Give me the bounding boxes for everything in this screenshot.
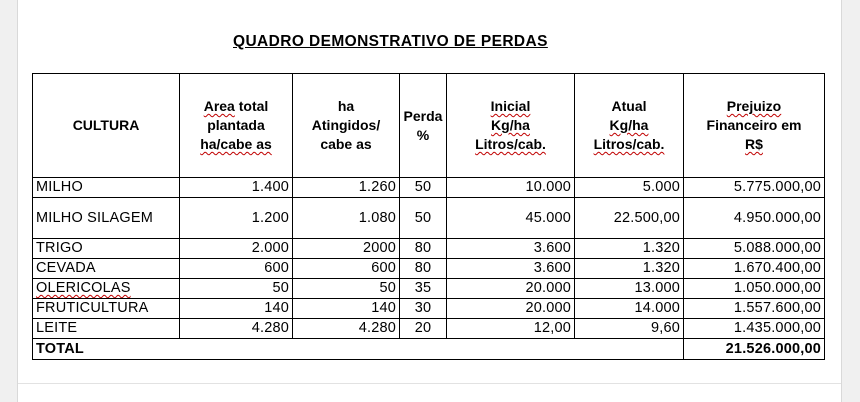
cell-cultura: LEITE xyxy=(33,319,180,339)
cell-cultura xyxy=(33,279,180,299)
header-row xyxy=(33,74,825,178)
header-prejuizo-financeiro: Financeiro em xyxy=(706,117,802,133)
cell-atingidos: 4.280 xyxy=(293,319,400,339)
header-inicial-kg: Kg/ha xyxy=(491,117,530,133)
cell-cultura: CEVADA xyxy=(33,259,180,279)
header-atual-litros: Litros/cab. xyxy=(593,136,665,152)
header-perda xyxy=(400,74,447,178)
header-area-total: total xyxy=(234,98,269,114)
page-edge xyxy=(18,383,841,384)
cell-area: 600 xyxy=(180,259,293,279)
cell-atual: 14.000 xyxy=(575,299,684,319)
cell-prejuizo: 1.050.000,00 xyxy=(684,279,825,299)
cell-cultura: MILHO SILAGEM xyxy=(33,198,180,239)
header-prejuizo xyxy=(684,74,825,178)
cell-prejuizo: 1.670.400,00 xyxy=(684,259,825,279)
cell-area: 4.280 xyxy=(180,319,293,339)
cell-perda: 35 xyxy=(400,279,447,299)
cell-perda: 80 xyxy=(400,239,447,259)
cell-prejuizo: 1.435.000,00 xyxy=(684,319,825,339)
cell-perda: 20 xyxy=(400,319,447,339)
document-page xyxy=(18,0,841,402)
header-atual xyxy=(575,74,684,178)
cell-perda: 50 xyxy=(400,178,447,198)
cell-atingidos: 50 xyxy=(293,279,400,299)
cell-cultura: FRUTICULTURA xyxy=(33,299,180,319)
header-inicial xyxy=(447,74,575,178)
total-prejuizo: 21.526.000,00 xyxy=(684,339,825,360)
table-row xyxy=(33,279,825,299)
header-inicial-litros: Litros/cab. xyxy=(475,136,546,152)
header-prejuizo-word: Prejuizo xyxy=(726,98,782,114)
cell-area: 50 xyxy=(180,279,293,299)
cell-area: 1.200 xyxy=(180,198,293,239)
right-gutter xyxy=(841,0,860,402)
cell-perda: 80 xyxy=(400,259,447,279)
cell-atingidos: 1.260 xyxy=(293,178,400,198)
total-row xyxy=(33,339,825,360)
header-atingidos-word: Atingidos/ xyxy=(311,117,381,133)
table-row xyxy=(33,198,825,239)
cell-cultura: MILHO xyxy=(33,178,180,198)
cell-cultura-text: OLERICOLAS xyxy=(36,280,131,296)
losses-table xyxy=(32,73,825,360)
header-atual-word: Atual xyxy=(611,98,647,114)
table-row xyxy=(33,178,825,198)
cell-inicial: 20.000 xyxy=(447,299,575,319)
cell-prejuizo: 1.557.600,00 xyxy=(684,299,825,319)
cell-atingidos: 600 xyxy=(293,259,400,279)
header-cultura: CULTURA xyxy=(33,74,180,178)
header-perda-pct: % xyxy=(416,126,430,143)
cell-perda: 30 xyxy=(400,299,447,319)
cell-inicial: 20.000 xyxy=(447,279,575,299)
cell-area: 2.000 xyxy=(180,239,293,259)
cell-inicial: 3.600 xyxy=(447,259,575,279)
cell-area: 140 xyxy=(180,299,293,319)
header-atingidos-unit: cabe as xyxy=(320,136,372,152)
cell-perda: 50 xyxy=(400,198,447,239)
header-atual-kg: Kg/ha xyxy=(609,117,649,133)
table-row xyxy=(33,299,825,319)
header-atingidos-ha: ha xyxy=(337,98,355,114)
cell-atual: 1.320 xyxy=(575,239,684,259)
cell-atual: 9,60 xyxy=(575,319,684,339)
cell-prejuizo: 5.775.000,00 xyxy=(684,178,825,198)
cell-inicial: 45.000 xyxy=(447,198,575,239)
table-row xyxy=(33,239,825,259)
table-row xyxy=(33,319,825,339)
header-area-unit: ha/cabe as xyxy=(200,136,272,152)
header-perda-word: Perda xyxy=(403,107,443,124)
table-row xyxy=(33,259,825,279)
cell-inicial: 12,00 xyxy=(447,319,575,339)
header-inicial-word: Inicial xyxy=(490,98,531,114)
cell-atual: 1.320 xyxy=(575,259,684,279)
cell-atual: 13.000 xyxy=(575,279,684,299)
cell-atual: 5.000 xyxy=(575,178,684,198)
cell-atingidos: 1.080 xyxy=(293,198,400,239)
left-gutter xyxy=(0,0,18,402)
cell-area: 1.400 xyxy=(180,178,293,198)
cell-prejuizo: 5.088.000,00 xyxy=(684,239,825,259)
cell-inicial: 3.600 xyxy=(447,239,575,259)
header-area-plantada: plantada xyxy=(207,117,265,133)
cell-inicial: 10.000 xyxy=(447,178,575,198)
cell-atingidos: 140 xyxy=(293,299,400,319)
header-prejuizo-currency: R$ xyxy=(745,136,763,152)
cell-atual: 22.500,00 xyxy=(575,198,684,239)
cell-prejuizo: 4.950.000,00 xyxy=(684,198,825,239)
header-area xyxy=(180,74,293,178)
total-label: TOTAL xyxy=(33,339,684,360)
cell-atingidos: 2000 xyxy=(293,239,400,259)
page-title: QUADRO DEMONSTRATIVO DE PERDAS xyxy=(233,33,548,50)
header-atingidos xyxy=(293,74,400,178)
header-area-word: Area xyxy=(203,98,235,114)
cell-cultura: TRIGO xyxy=(33,239,180,259)
